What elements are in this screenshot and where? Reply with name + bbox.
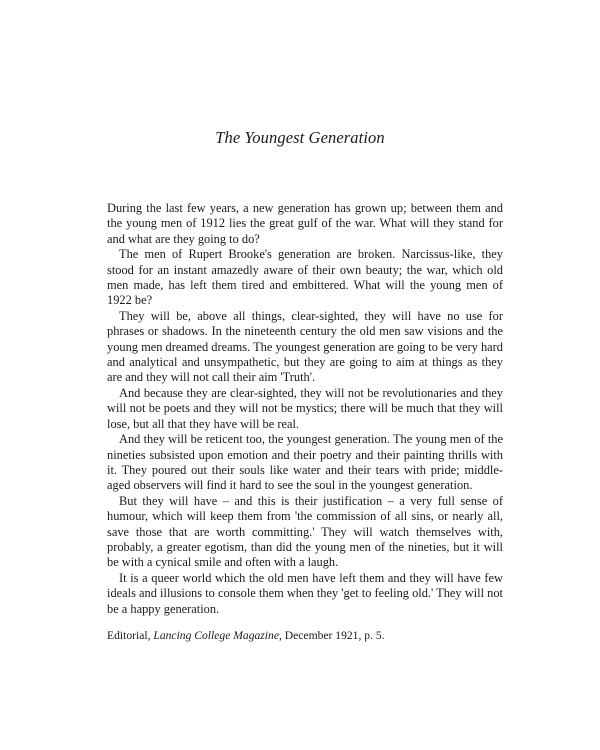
paragraph-6: But they will have – and this is their justification – a very full sense of humour, which will keep them from 'the commission of all sins, or nearly all, save those that are worth committing.' They will watch themselves with, probably, a greater egotism, than did the young men of the nineties, but it will be with a cynical smile and often with a laugh.: [107, 493, 503, 570]
source-publication: Lancing College Magazine: [153, 629, 279, 642]
paragraph-1: During the last few years, a new generation has grown up; between them and the young men of 1912 lies the great gulf of the war. What will they stand for and what are they going to do?: [107, 201, 503, 246]
source-suffix: , December 1921, p. 5.: [278, 629, 385, 642]
document-body: [107, 201, 503, 617]
source-citation: [107, 628, 503, 643]
paragraph-2: The men of Rupert Brooke's generation are broken. Narcissus-like, they stood for an instant amazedly aware of their own beauty; the war, which old men made, has left them tired and embittered. What will the young men of 1922 be?: [107, 247, 503, 308]
document-title: The Youngest Generation: [215, 128, 385, 147]
paragraph-7: It is a queer world which the old men have left them and they will have few ideals and illusions to console them when they 'get to feeling old.' They will not be a happy generation.: [107, 570, 503, 616]
source-prefix: Editorial,: [107, 629, 154, 642]
paragraph-5: And they will be reticent too, the youngest generation. The young men of the nineties subsisted upon emotion and their poetry and their painting thrills with it. They poured out their souls like water and their tears with pride; middle-aged observers will find it hard to see the soul in the youngest generation.: [107, 432, 503, 493]
paragraph-3: They will be, above all things, clear-sighted, they will have no use for phrases or shadows. In the nineteenth century the old men saw visions and the young men dreamed dreams. The youngest generation are going to be very hard and analytical and unsympathetic, but they are going to aim at things as they are and they will not call their aim 'Truth'.: [107, 308, 503, 385]
paragraph-4: And because they are clear-sighted, they will not be revolutionaries and they will not be poets and they will not be mystics; there will be much that they will lose, but all that they have will be real.: [107, 385, 503, 431]
